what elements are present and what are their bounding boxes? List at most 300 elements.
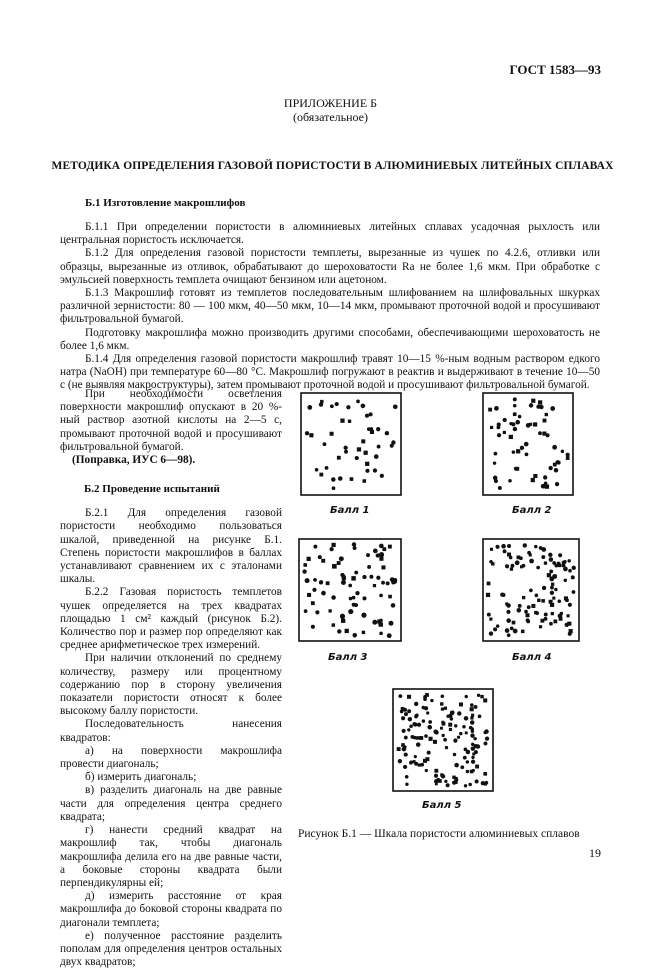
pore xyxy=(355,591,359,595)
pore xyxy=(513,427,517,431)
pore xyxy=(510,627,514,631)
pore xyxy=(434,730,438,734)
pore xyxy=(332,623,335,626)
pore xyxy=(428,720,432,724)
pore xyxy=(380,474,384,478)
pore xyxy=(365,462,369,466)
pore xyxy=(474,705,478,709)
pore xyxy=(362,596,366,600)
pore xyxy=(381,581,385,585)
pore xyxy=(423,697,427,701)
pore xyxy=(522,564,526,568)
pore xyxy=(348,609,353,614)
pore xyxy=(405,783,408,786)
pore xyxy=(475,744,478,747)
pore xyxy=(409,725,413,729)
pore xyxy=(440,727,443,730)
pore xyxy=(466,750,470,754)
pore xyxy=(398,694,402,698)
pore xyxy=(307,557,311,561)
pore xyxy=(407,695,411,699)
pore xyxy=(403,765,407,769)
pore xyxy=(318,555,322,559)
pore xyxy=(572,566,576,570)
pore xyxy=(426,711,429,714)
pore xyxy=(452,776,455,779)
paragraph-b1-1: Б.1.1 При определении пористости в алюминиевых литейных сплавах усадочная рыхлость или центральная пористость исключается. xyxy=(60,221,600,247)
page-title: МЕТОДИКА ОПРЕДЕЛЕНИЯ ГАЗОВОЙ ПОРИСТОСТИ В АЛЮМИНИЕВЫХ ЛИТЕЙНЫХ СПЛАВАХ xyxy=(51,160,614,172)
pore xyxy=(391,440,395,444)
pore xyxy=(537,599,540,602)
pore xyxy=(493,627,497,631)
pore xyxy=(493,476,498,481)
pore xyxy=(526,423,531,428)
pore xyxy=(550,603,554,607)
pore xyxy=(490,426,493,429)
pore xyxy=(470,733,474,737)
paragraph-b2-1: Б.2.1 Для определения газовой пористости необходимо пользоваться шкалой, приведенной на рисунке Б.1. Степень пористости макрошлифов в баллах устанавливают сравнением их с эталонами шкалы. xyxy=(60,507,282,586)
list-item: д) измерить расстояние от края макрошлифа до боковой стороны квадрата по диагонали темплета; xyxy=(60,890,282,929)
pore xyxy=(462,725,465,728)
pore xyxy=(539,625,542,628)
list-item: е) полученное расстояние разделить пополам для определения центров остальных двух квадратов; xyxy=(60,929,282,969)
pore xyxy=(325,466,329,470)
document-code: ГОСТ 1583—93 xyxy=(509,62,601,77)
pore xyxy=(321,591,326,596)
pore xyxy=(543,419,547,423)
pore xyxy=(513,397,517,401)
scale-label-1: Балл 1 xyxy=(330,505,370,516)
pore xyxy=(391,603,396,608)
porosity-sample-5 xyxy=(392,688,494,792)
pore xyxy=(438,779,442,783)
pore xyxy=(348,420,351,423)
paragraph-b1-5: Б.1.4 Для определения газовой пористости макрошлиф травят 10—15 %-ным водным раствором едкого натра (NaOH) при температуре 60—80 °С. Макрошлиф погружают в реактив и выдерживают в течение 10—50 с (не выявляя макроструктуры), затем промывают проточной водой и просушивают фильтровальной бумагой. xyxy=(60,353,600,392)
pore xyxy=(405,775,409,779)
pore xyxy=(424,734,428,738)
pore xyxy=(364,451,368,455)
pore xyxy=(342,575,346,579)
pore xyxy=(362,631,365,634)
pore xyxy=(545,484,549,488)
pore xyxy=(331,477,336,482)
figure-caption: Рисунок Б.1 — Шкала пористости алюминиевых сплавов xyxy=(298,828,580,840)
pore xyxy=(469,726,473,730)
pore xyxy=(446,783,450,787)
scale-label-4: Балл 4 xyxy=(512,652,552,663)
pore xyxy=(448,723,452,727)
pore xyxy=(503,431,506,434)
pore xyxy=(444,707,447,710)
porosity-sample-1 xyxy=(300,392,402,496)
pore xyxy=(515,560,520,565)
pore xyxy=(416,742,421,747)
pore xyxy=(484,729,488,733)
pore xyxy=(457,736,460,739)
pore xyxy=(393,404,398,409)
pore xyxy=(331,543,335,547)
pore xyxy=(323,442,327,446)
pore xyxy=(414,762,418,766)
pore xyxy=(321,559,325,563)
pore xyxy=(564,579,567,582)
pore xyxy=(463,756,467,760)
pore xyxy=(465,731,468,734)
scale-label-2: Балл 2 xyxy=(512,505,552,516)
pore xyxy=(561,563,565,567)
pore xyxy=(544,617,548,621)
pore xyxy=(379,557,383,561)
pore xyxy=(520,446,524,450)
pore xyxy=(521,630,525,634)
pore xyxy=(433,740,437,744)
pore xyxy=(503,418,507,422)
pore xyxy=(514,467,518,471)
pore xyxy=(549,569,553,573)
pore xyxy=(424,706,428,710)
paragraph-b1-6: При необходимости осветления поверхности макрошлиф опускают в 20 %-ный раствор азотной кислоты на 2—5 с, промывают проточной водой и просушивают фильтровальной бумагой. xyxy=(60,388,282,453)
pore xyxy=(468,783,471,786)
pore xyxy=(361,613,366,618)
pore xyxy=(428,737,432,741)
pore xyxy=(304,609,308,613)
scale-label-3: Балл 3 xyxy=(328,652,368,663)
pore xyxy=(513,404,517,408)
pore xyxy=(376,427,380,431)
pore xyxy=(524,442,529,447)
pore xyxy=(457,711,461,715)
pore xyxy=(414,715,418,719)
pore xyxy=(547,573,551,577)
pore xyxy=(344,446,348,450)
pore xyxy=(524,610,528,614)
pore xyxy=(320,400,324,404)
pore xyxy=(363,479,367,483)
porosity-sample-4 xyxy=(482,538,580,642)
pore xyxy=(493,461,496,464)
pore xyxy=(349,597,353,601)
pore xyxy=(543,475,547,479)
paragraph-b1-2: Б.1.2 Для определения газовой пористости темплеты, вырезанные из чушек по 4.2.6, отливки или образцы, вырезанные из отливок, обрабатывают до шероховатости Ra не более 1,6 мкм. При обработке с эмульсией поверхность темплета очищают бензином или ацетоном. xyxy=(60,247,600,286)
pore xyxy=(335,402,339,406)
pore xyxy=(554,588,558,592)
pore xyxy=(401,716,405,720)
pore xyxy=(379,552,384,557)
pore xyxy=(501,544,506,549)
porosity-sample-2 xyxy=(482,392,574,496)
pore xyxy=(518,415,522,419)
pore xyxy=(404,712,408,716)
pore xyxy=(404,736,408,740)
pore xyxy=(361,404,366,409)
pore xyxy=(387,633,392,638)
pore xyxy=(455,781,458,784)
page-number: 19 xyxy=(589,846,601,860)
pore xyxy=(489,631,493,635)
pore xyxy=(551,612,554,615)
pore xyxy=(434,769,438,773)
pore xyxy=(354,603,358,607)
pore xyxy=(419,736,423,740)
pore xyxy=(407,728,410,731)
pore xyxy=(484,781,488,785)
pore xyxy=(542,586,546,590)
pore xyxy=(513,412,517,416)
pore xyxy=(307,593,311,597)
pore xyxy=(309,433,313,437)
pore xyxy=(483,772,487,776)
section-b1-heading: Б.1 Изготовление макрошлифов xyxy=(85,197,246,209)
pore xyxy=(415,736,419,740)
pore xyxy=(315,610,319,614)
pore xyxy=(440,773,443,776)
appendix-heading xyxy=(0,96,661,124)
pore xyxy=(337,629,341,633)
pore xyxy=(494,452,498,456)
pore xyxy=(494,406,499,411)
list-item: а) на поверхности макрошлифа провести диагональ; xyxy=(60,744,282,771)
pore xyxy=(351,576,355,580)
pore xyxy=(565,598,569,602)
pore xyxy=(489,560,493,564)
pore xyxy=(445,746,448,749)
pore xyxy=(453,753,457,757)
pore xyxy=(372,620,377,625)
pore xyxy=(311,601,315,605)
pore xyxy=(529,589,533,593)
pore xyxy=(561,450,564,453)
pore xyxy=(332,486,336,490)
pore xyxy=(485,737,489,741)
pore xyxy=(538,400,542,404)
paragraph-b2-2: Б.2.2 Газовая пористость темплетов чушек определяется на трех квадратах площадью 1 см² каждый (рисунок Б.2). Количество пор и размер пор определяют как среднее арифметическое трех измерений. xyxy=(60,586,282,652)
pore xyxy=(425,693,429,697)
pore xyxy=(377,445,381,449)
pore xyxy=(373,548,378,553)
pore xyxy=(533,422,537,426)
pore xyxy=(475,765,479,769)
pore xyxy=(526,613,530,617)
pore xyxy=(512,621,516,625)
pore xyxy=(509,435,513,439)
pore xyxy=(398,760,401,763)
pore xyxy=(529,559,534,564)
pore xyxy=(541,599,545,603)
pore xyxy=(367,565,371,569)
pore xyxy=(412,722,416,726)
pore xyxy=(417,723,421,727)
pore xyxy=(523,543,527,547)
pore xyxy=(353,546,357,550)
pore xyxy=(361,439,365,443)
pore xyxy=(459,702,463,706)
pore xyxy=(354,571,358,575)
pore xyxy=(340,419,344,423)
pore xyxy=(480,695,483,698)
pore xyxy=(337,456,341,460)
pore xyxy=(572,590,576,594)
scale-label-5: Балл 5 xyxy=(422,800,462,811)
pore xyxy=(356,399,360,403)
pore xyxy=(441,708,444,711)
pore xyxy=(500,592,504,596)
pore xyxy=(550,586,554,590)
pore xyxy=(339,556,344,561)
pore xyxy=(552,597,555,600)
pore xyxy=(305,578,310,583)
pore xyxy=(541,555,545,559)
pore xyxy=(536,566,540,570)
pore xyxy=(470,720,474,724)
appendix-subtitle: (обязательное) xyxy=(293,110,368,124)
pore xyxy=(542,432,546,436)
pore xyxy=(510,564,514,568)
pore xyxy=(472,753,475,756)
pore xyxy=(460,765,464,769)
pore xyxy=(481,781,485,785)
pore xyxy=(346,405,350,409)
pore xyxy=(539,405,543,409)
pore xyxy=(350,477,354,481)
pore xyxy=(571,575,575,579)
pore xyxy=(365,469,369,473)
pore xyxy=(330,547,334,551)
pore xyxy=(552,445,557,450)
pore xyxy=(357,447,361,451)
pore xyxy=(312,588,316,592)
pore xyxy=(434,774,438,778)
pore xyxy=(453,738,457,742)
pore xyxy=(496,624,499,627)
pore xyxy=(518,604,522,608)
pore xyxy=(507,633,511,637)
pore xyxy=(341,580,346,585)
pore xyxy=(340,614,345,619)
pore xyxy=(507,544,511,548)
pore xyxy=(319,581,323,585)
pore xyxy=(302,569,306,573)
pore xyxy=(506,618,511,623)
pore xyxy=(473,737,476,740)
pore xyxy=(367,427,371,431)
pore xyxy=(484,741,488,745)
pore xyxy=(388,595,392,599)
pore xyxy=(448,714,452,718)
pore xyxy=(551,583,554,586)
pore xyxy=(341,619,345,623)
pore xyxy=(563,560,566,563)
paragraph-b2-4: Последовательность нанесения квадратов: xyxy=(60,718,282,744)
pore xyxy=(465,695,468,698)
pore xyxy=(381,565,385,569)
amendment-note: (Поправка, ИУС 6—98). xyxy=(72,454,196,467)
pore xyxy=(516,449,520,453)
pore xyxy=(407,709,411,713)
pore xyxy=(382,547,386,551)
pore xyxy=(558,614,563,619)
pore xyxy=(393,578,397,582)
pore xyxy=(411,735,415,739)
pore xyxy=(487,613,491,617)
pore xyxy=(374,454,379,459)
pore xyxy=(539,546,543,550)
pore xyxy=(503,549,507,553)
pore xyxy=(362,575,366,579)
pore xyxy=(385,431,389,435)
pore xyxy=(548,466,552,470)
pore xyxy=(569,629,573,633)
pore xyxy=(326,581,330,585)
pore xyxy=(397,747,401,751)
porosity-sample-3 xyxy=(298,538,402,642)
pore xyxy=(464,784,467,787)
pore xyxy=(427,725,432,730)
pore xyxy=(475,779,479,783)
pore xyxy=(531,604,535,608)
pore xyxy=(401,707,405,711)
pore xyxy=(303,563,307,567)
pore xyxy=(478,714,482,718)
pore xyxy=(414,702,418,706)
pore xyxy=(330,404,334,408)
pore xyxy=(527,551,531,555)
pore xyxy=(471,714,474,717)
pore xyxy=(517,555,521,559)
pore xyxy=(402,729,406,733)
pore xyxy=(466,760,469,763)
pore xyxy=(497,425,501,429)
section-b2-heading: Б.2 Проведение испытаний xyxy=(84,483,220,496)
pore xyxy=(331,595,336,600)
pore xyxy=(550,406,555,411)
pore xyxy=(330,432,334,436)
pore xyxy=(486,593,490,597)
pore xyxy=(388,621,393,626)
pore xyxy=(488,408,492,412)
pore xyxy=(553,463,557,467)
pore xyxy=(369,412,373,416)
pore xyxy=(332,564,337,569)
pore xyxy=(505,628,510,633)
pore xyxy=(525,452,529,456)
pore xyxy=(408,717,412,721)
pore xyxy=(369,575,373,579)
pore xyxy=(454,763,459,768)
pore xyxy=(378,622,383,627)
pore xyxy=(425,769,428,772)
pore xyxy=(471,756,474,759)
pore xyxy=(313,578,317,582)
pore xyxy=(414,755,417,758)
pore xyxy=(483,698,487,702)
pore xyxy=(379,632,382,635)
pore xyxy=(567,614,570,617)
pore xyxy=(487,582,491,586)
pore xyxy=(352,633,357,638)
pore xyxy=(470,716,473,719)
pore xyxy=(430,699,433,702)
pore xyxy=(464,716,469,721)
pore xyxy=(538,431,542,435)
pore xyxy=(386,581,390,585)
list-item: б) измерить диагональ; xyxy=(85,771,197,784)
list-item: г) нанести средний квадрат на макрошлиф так, чтобы диагональ макрошлифа делила его на две равные части, а боковые стороны квадрата были перпендикулярны ей; xyxy=(60,824,282,889)
pore xyxy=(379,594,383,598)
pore xyxy=(522,596,525,599)
pore xyxy=(554,468,559,473)
pore xyxy=(568,569,572,573)
pore xyxy=(352,542,356,546)
